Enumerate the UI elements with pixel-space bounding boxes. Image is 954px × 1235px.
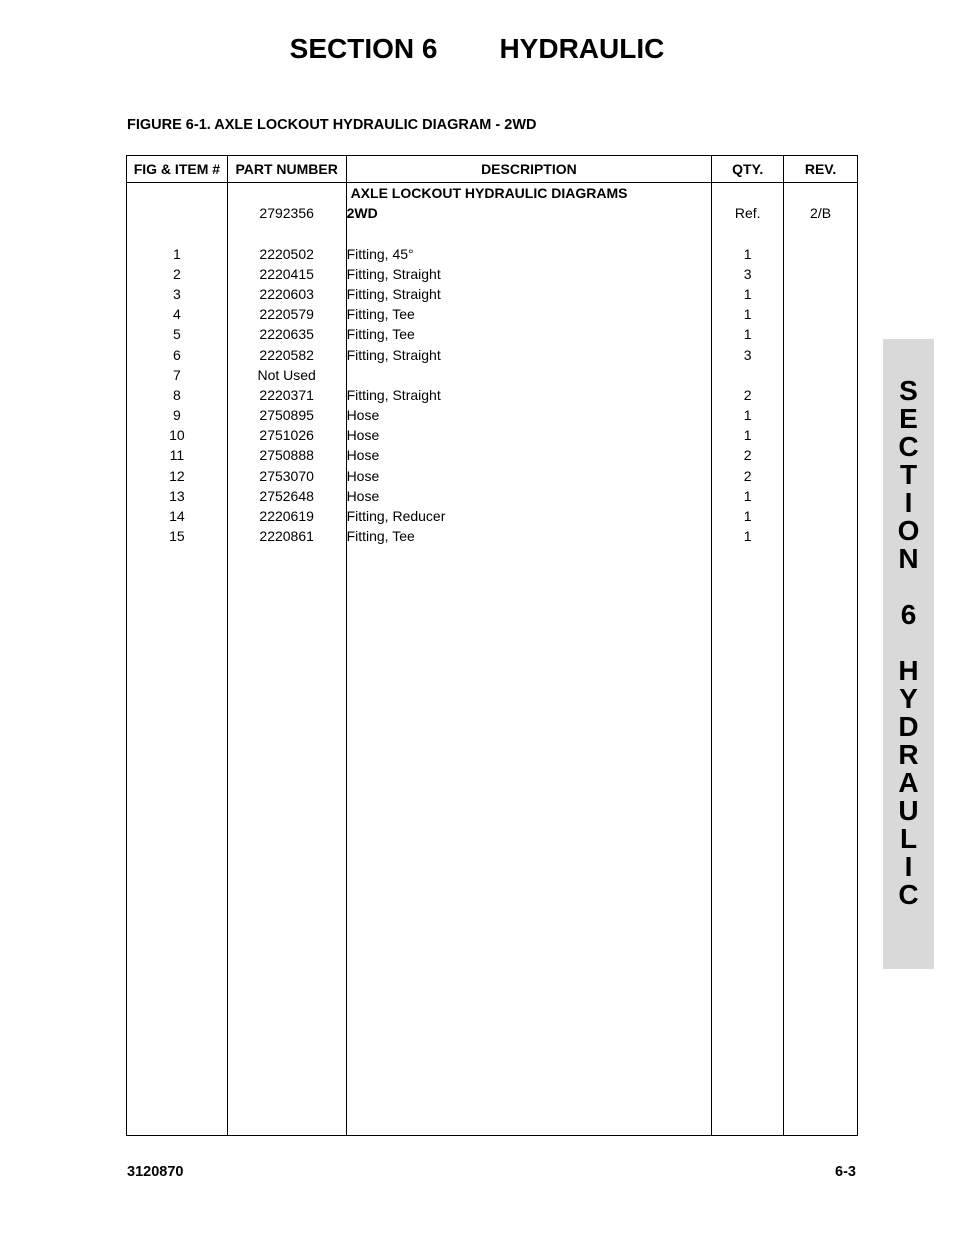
item-part: Not Used: [257, 366, 316, 383]
desc-column: [346, 183, 712, 1136]
part-column-list: [228, 183, 346, 546]
col-header-qty: QTY.: [712, 156, 784, 183]
side-tab-letter: R: [898, 739, 919, 770]
side-tab-letter: A: [898, 767, 919, 798]
item-qty: 1: [743, 427, 752, 444]
side-tab-letter: I: [904, 851, 913, 882]
item-fig: 7: [172, 366, 181, 383]
item-qty: 1: [743, 508, 752, 524]
item-desc: Fitting, Straight: [346, 265, 441, 282]
section-name: HYDRAULIC: [499, 33, 665, 64]
side-tab-letter: H: [898, 655, 919, 686]
desc-column-list: [347, 183, 712, 546]
item-part: 2220582: [259, 346, 314, 363]
item-fig: 11: [169, 447, 185, 464]
qty-column: [712, 183, 784, 1136]
side-tab-letter: T: [899, 459, 918, 490]
item-qty: 1: [743, 306, 752, 323]
item-fig: 3: [172, 285, 181, 302]
item-fig: 13: [169, 487, 185, 504]
item-part: 2220603: [259, 285, 314, 302]
item-qty: 1: [743, 245, 752, 262]
item-part: 2752648: [259, 487, 314, 504]
item-desc: Fitting, Straight: [346, 386, 441, 403]
side-tab-letter: O: [897, 515, 920, 546]
item-desc: Hose: [346, 427, 380, 444]
page-title: [0, 33, 954, 65]
item-desc: Fitting, Tee: [346, 326, 415, 343]
col-header-part: PART NUMBER: [227, 156, 346, 183]
assembly-rev: 2/B: [810, 205, 832, 222]
side-tab-letter: 6: [900, 599, 917, 630]
item-desc: Fitting, Straight: [346, 346, 441, 363]
item-desc: Hose: [346, 447, 380, 464]
fig-column-list: [127, 183, 227, 546]
item-qty: 1: [743, 487, 752, 504]
side-tab-letter: [883, 629, 934, 657]
item-part: 2753070: [259, 467, 314, 484]
item-qty: 3: [743, 346, 752, 363]
assembly-part-number: 2792356: [259, 205, 314, 222]
item-desc: Hose: [346, 467, 380, 484]
item-part: 2220579: [259, 306, 314, 323]
parts-table: [126, 155, 858, 1136]
rev-column: [784, 183, 858, 1136]
item-qty: 1: [743, 407, 752, 424]
item-desc: Hose: [346, 487, 380, 504]
item-qty: 2: [743, 447, 752, 464]
item-fig: 10: [169, 427, 185, 444]
item-desc: Fitting, Tee: [346, 306, 415, 323]
item-fig: 8: [172, 386, 181, 403]
assembly-heading: AXLE LOCKOUT HYDRAULIC DIAGRAMS: [350, 185, 628, 201]
table-body-row: [127, 183, 858, 1136]
item-desc: Fitting, Reducer: [346, 508, 446, 524]
side-tab-letter: Y: [899, 683, 918, 714]
item-fig: 6: [172, 346, 181, 363]
item-fig: 15: [169, 528, 185, 545]
item-desc: Fitting, Straight: [346, 285, 441, 302]
item-fig: 5: [172, 326, 181, 343]
item-qty: 1: [743, 285, 752, 302]
item-qty: 1: [743, 326, 752, 343]
item-fig: 14: [169, 508, 185, 524]
assembly-qty: Ref.: [734, 205, 761, 222]
item-fig: 4: [172, 306, 181, 323]
section-side-tab: [883, 339, 934, 969]
item-part: 2220502: [259, 245, 314, 262]
item-qty: 1: [743, 528, 752, 545]
side-tab-letter: C: [898, 879, 919, 910]
assembly-desc: 2WD: [346, 205, 378, 222]
side-tab-letter: [883, 573, 934, 601]
qty-column-list: [712, 183, 783, 546]
col-header-desc: DESCRIPTION: [346, 156, 712, 183]
side-tab-letter: N: [898, 543, 919, 574]
item-fig: 12: [169, 467, 185, 484]
fig-column: [127, 183, 228, 1136]
section-number: SECTION 6: [289, 33, 438, 64]
item-part: 2220415: [259, 265, 314, 282]
side-tab-letter: I: [904, 487, 913, 518]
item-part: 2220371: [259, 386, 314, 403]
page-number: 6-3: [835, 1164, 856, 1180]
side-tab-letter: D: [898, 711, 919, 742]
document-number: 3120870: [127, 1164, 184, 1180]
item-qty: 2: [743, 386, 752, 403]
rev-column-list: [784, 183, 857, 223]
side-tab-letter: L: [899, 823, 918, 854]
item-fig: 9: [172, 407, 181, 424]
part-column: [227, 183, 346, 1136]
item-part: 2751026: [259, 427, 314, 444]
item-desc: Hose: [346, 407, 380, 424]
side-tab-letter: E: [899, 403, 918, 434]
item-desc: Fitting, 45°: [346, 245, 414, 262]
item-part: 2750888: [259, 447, 314, 464]
item-part: 2220619: [259, 508, 314, 524]
item-part: 2220861: [259, 528, 314, 545]
side-tab-letter: U: [898, 795, 919, 826]
side-tab-letter: C: [898, 431, 919, 462]
item-fig: 2: [172, 265, 181, 282]
item-part: 2220635: [259, 326, 314, 343]
col-header-fig: FIG & ITEM #: [127, 156, 228, 183]
side-tab-letter: S: [899, 375, 918, 406]
table-header-row: [127, 156, 858, 183]
side-tab-text: [883, 377, 934, 909]
item-qty: 3: [743, 265, 752, 282]
col-header-rev: REV.: [784, 156, 858, 183]
item-fig: 1: [172, 245, 181, 262]
item-qty: [712, 365, 783, 385]
item-part: 2750895: [259, 407, 314, 424]
figure-title: FIGURE 6-1. AXLE LOCKOUT HYDRAULIC DIAGRAM - 2WD: [127, 117, 537, 133]
item-desc: Fitting, Tee: [346, 528, 415, 545]
item-qty: 2: [743, 467, 752, 484]
item-desc: [347, 365, 712, 385]
